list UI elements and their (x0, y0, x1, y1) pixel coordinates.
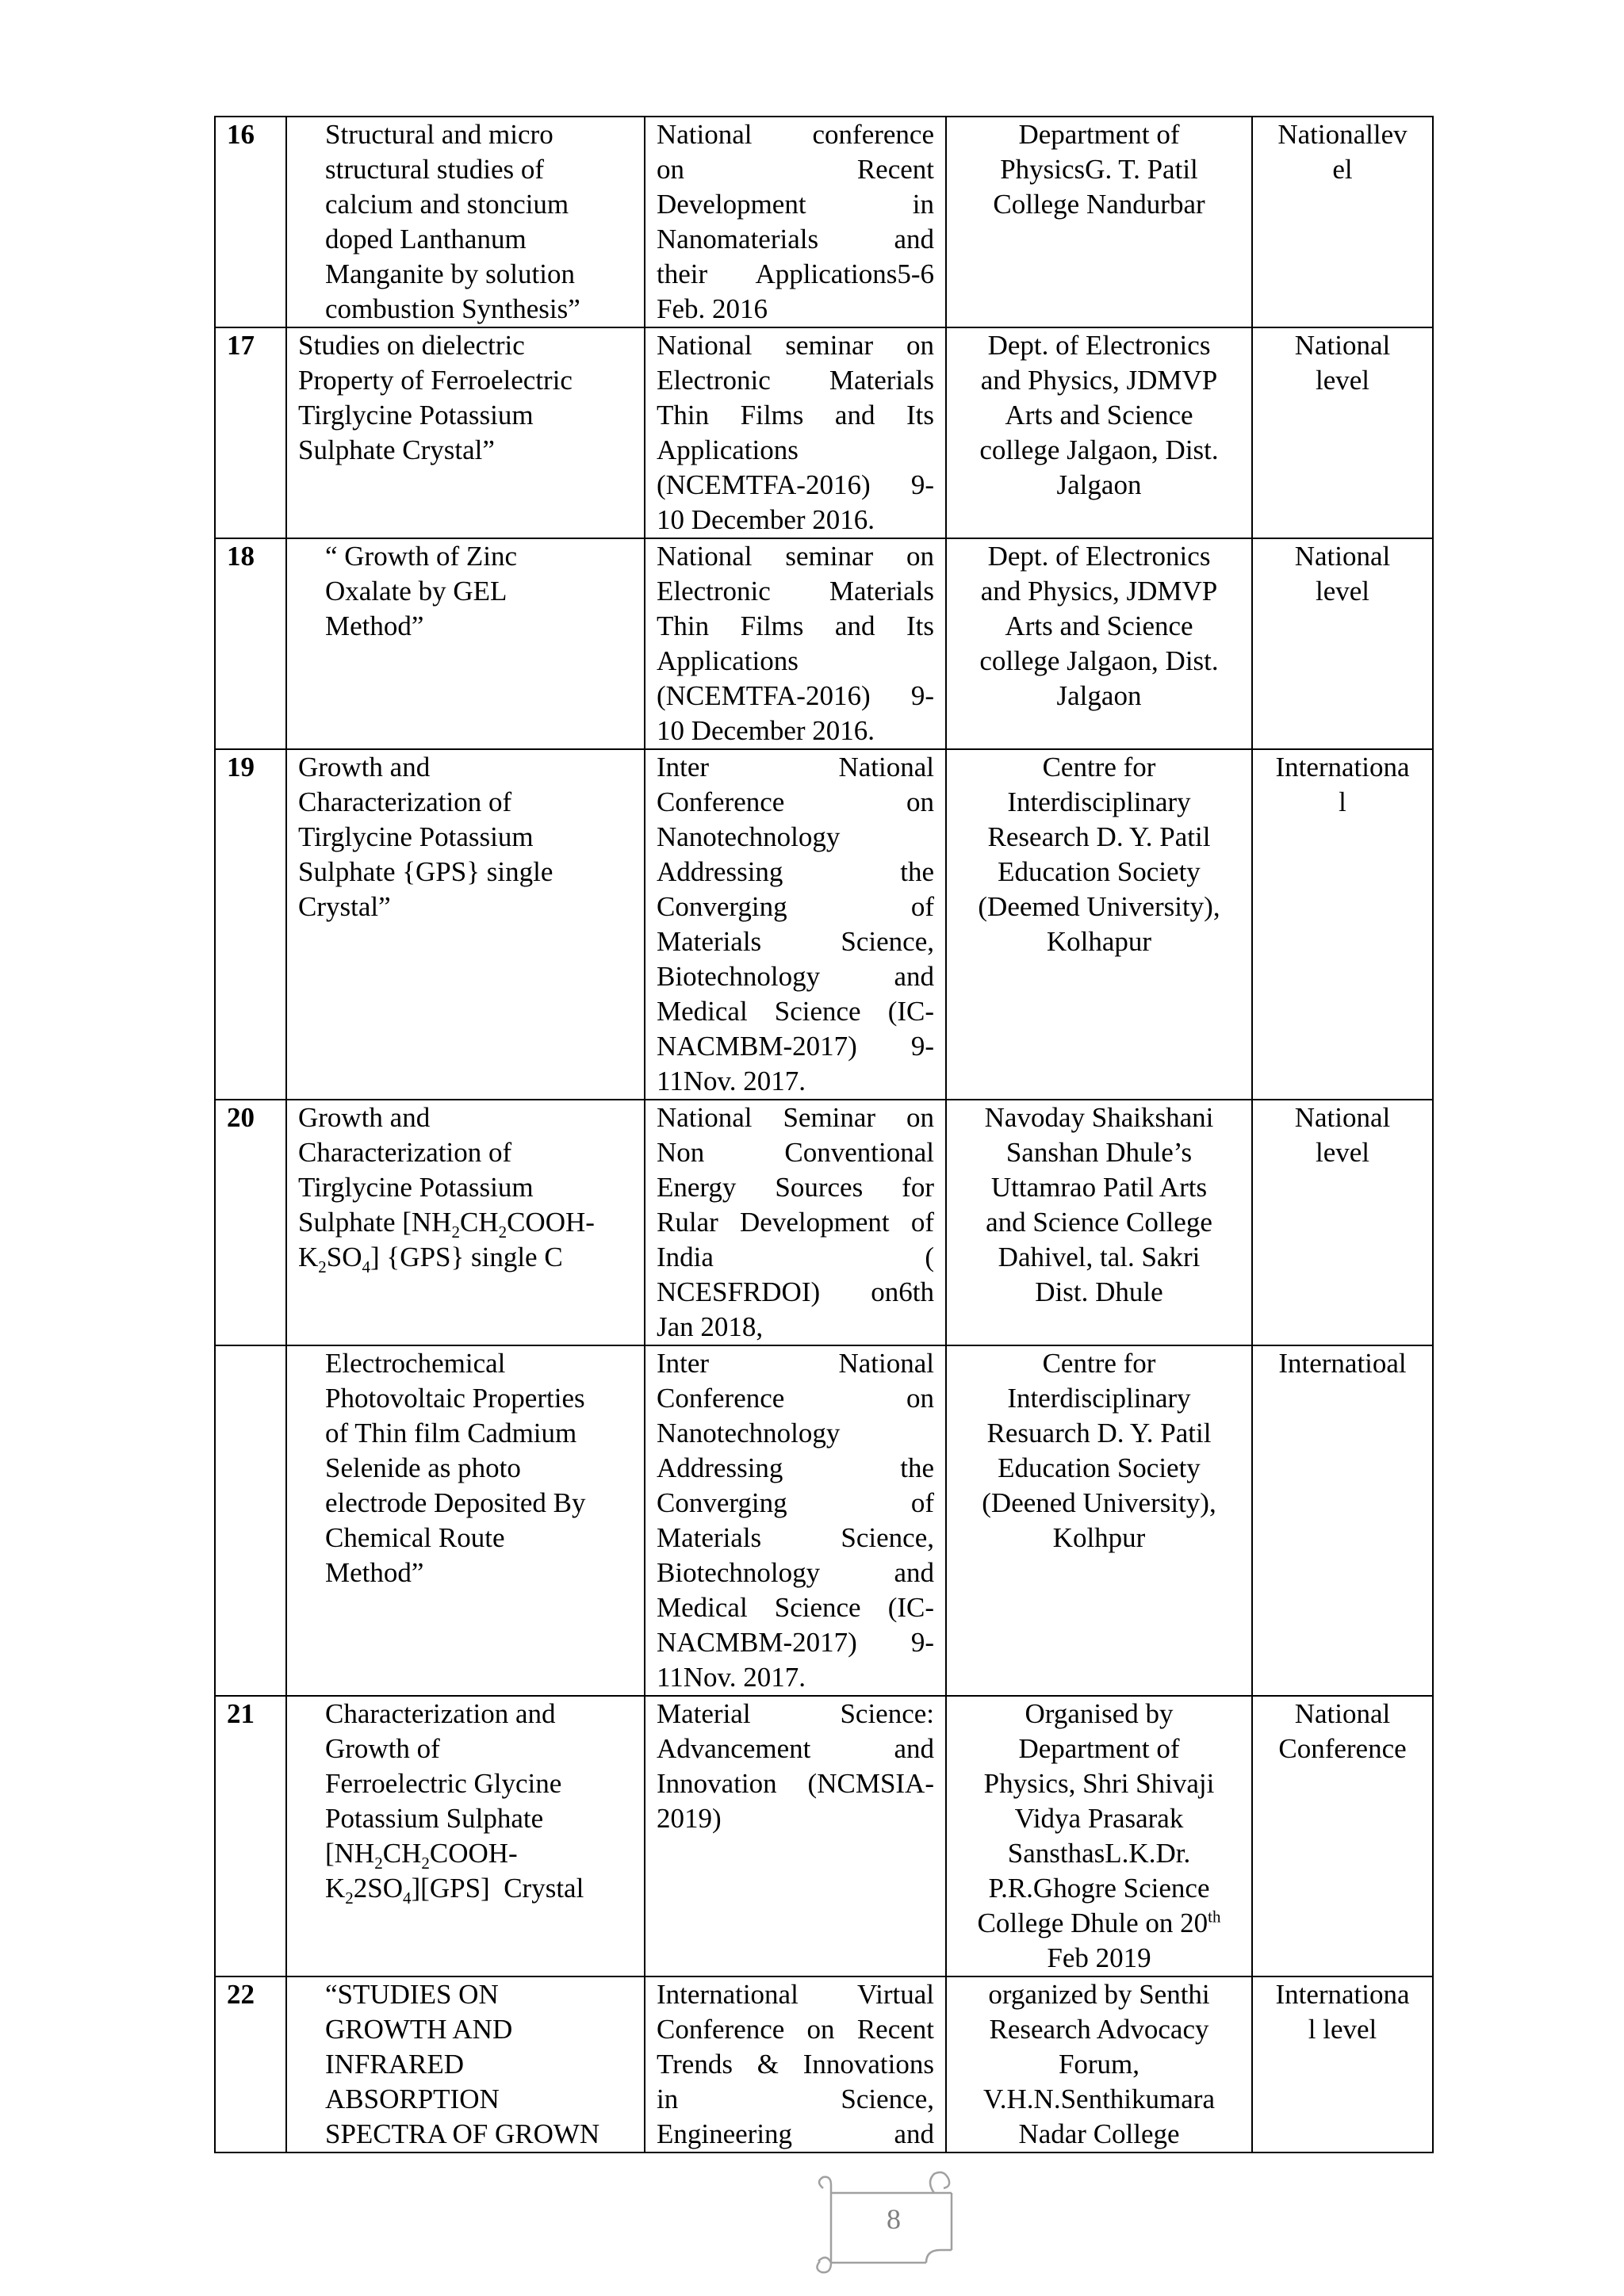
organizer: Organised by Department of Physics, Shri Shivaji Vidya Prasarak SansthasL.K.Dr. P.R.Ghogre Science College Dhule on 20th Feb 2019 (946, 1696, 1252, 1976)
table-row (215, 327, 1433, 538)
organizer: Department of PhysicsG. T. Patil College Nandurbar (946, 117, 1252, 327)
serial-number: 19 (215, 749, 286, 1100)
level: National level (1252, 327, 1433, 538)
paper-title: “STUDIES ON GROWTH AND INFRARED ABSORPTION SPECTRA OF GROWN (286, 1976, 645, 2152)
serial-number: 17 (215, 327, 286, 538)
event-name: Inter National Conference on Nanotechnology Addressing the Converging of Materials Science, Biotechnology and Medical Science (IC- NACMBM-2017) 9- 11Nov. 2017. (645, 749, 946, 1100)
page-number: 8 (887, 2203, 901, 2235)
level: National level (1252, 538, 1433, 749)
table-row (215, 1345, 1433, 1696)
organizer: Navoday Shaikshani Sanshan Dhule’s Uttamrao Patil Arts and Science College Dahivel, tal. Sakri Dist. Dhule (946, 1100, 1252, 1345)
event-name: National conference on Recent Development in Nanomaterials and their Applications5-6 Feb. 2016 (645, 117, 946, 327)
paper-title: “ Growth of Zinc Oxalate by GEL Method” (286, 538, 645, 749)
event-name: Inter National Conference on Nanotechnology Addressing the Converging of Materials Science, Biotechnology and Medical Science (IC- NACMBM-2017) 9- 11Nov. 2017. (645, 1345, 946, 1696)
event-name: National seminar on Electronic Materials Thin Films and Its Applications (NCEMTFA-2016) 9- 10 December 2016. (645, 327, 946, 538)
serial-number: 20 (215, 1100, 286, 1345)
level: National level (1252, 1100, 1433, 1345)
conference-table (214, 116, 1434, 2153)
paper-title: Characterization and Growth of Ferroelectric Glycine Potassium Sulphate [$NH_2CH_2COOH-$ $K_22SO_4][GPS]$ Crystal (286, 1696, 645, 1976)
paper-title: Structural and micro structural studies of calcium and stoncium doped Lanthanum Manganite by solution combustion Synthesis” (286, 117, 645, 327)
paper-title: Electrochemical Photovoltaic Properties of Thin film Cadmium Selenide as photo electrode Deposited By Chemical Route Method” (286, 1345, 645, 1696)
level: National Conference (1252, 1696, 1433, 1976)
event-name: Material Science: Advancement and Innovation (NCMSIA- 2019) (645, 1696, 946, 1976)
organizer: organized by Senthi Research Advocacy Forum, V.H.N.Senthikumara Nadar College (946, 1976, 1252, 2152)
level: Internatioal (1252, 1345, 1433, 1696)
level: Nationallev el (1252, 117, 1433, 327)
serial-number: 16 (215, 117, 286, 327)
serial-number: 21 (215, 1696, 286, 1976)
table-row (215, 1976, 1433, 2152)
level: Internationa l level (1252, 1976, 1433, 2152)
paper-title: Studies on dielectric Property of Ferroelectric Tirglycine Potassium Sulphate Crystal” (286, 327, 645, 538)
event-name: International Virtual Conference on Recent Trends & Innovations in Science, Engineering and (645, 1976, 946, 2152)
event-name: National seminar on Electronic Materials Thin Films and Its Applications (NCEMTFA-2016) 9- 10 December 2016. (645, 538, 946, 749)
level: Internationa l (1252, 749, 1433, 1100)
paper-title: Growth and Characterization of Tirglycine Potassium Sulphate {GPS} single Crystal” (286, 749, 645, 1100)
serial-number: 18 (215, 538, 286, 749)
serial-number: 22 (215, 1976, 286, 2152)
organizer: Dept. of Electronics and Physics, JDMVP Arts and Science college Jalgaon, Dist. Jalgaon (946, 327, 1252, 538)
table-row (215, 749, 1433, 1100)
organizer: Centre for Interdisciplinary Resuarch D. Y. Patil Education Society (Deened University), Kolhpur (946, 1345, 1252, 1696)
organizer: Centre for Interdisciplinary Research D. Y. Patil Education Society (Deemed University), Kolhapur (946, 749, 1252, 1100)
organizer: Dept. of Electronics and Physics, JDMVP Arts and Science college Jalgaon, Dist. Jalgaon (946, 538, 1252, 749)
table-row (215, 1696, 1433, 1976)
event-name: National Seminar on Non Conventional Energy Sources for Rular Development of India ( NCESFRDOI) on6th Jan 2018, (645, 1100, 946, 1345)
table-row (215, 117, 1433, 327)
paper-title: Growth and Characterization of Tirglycine Potassium Sulphate [$NH_2CH_2COOH-$ $K_2SO_4$] {GPS} single C (286, 1100, 645, 1345)
table-row (215, 1100, 1433, 1345)
serial-number (215, 1345, 286, 1696)
table-row (215, 538, 1433, 749)
